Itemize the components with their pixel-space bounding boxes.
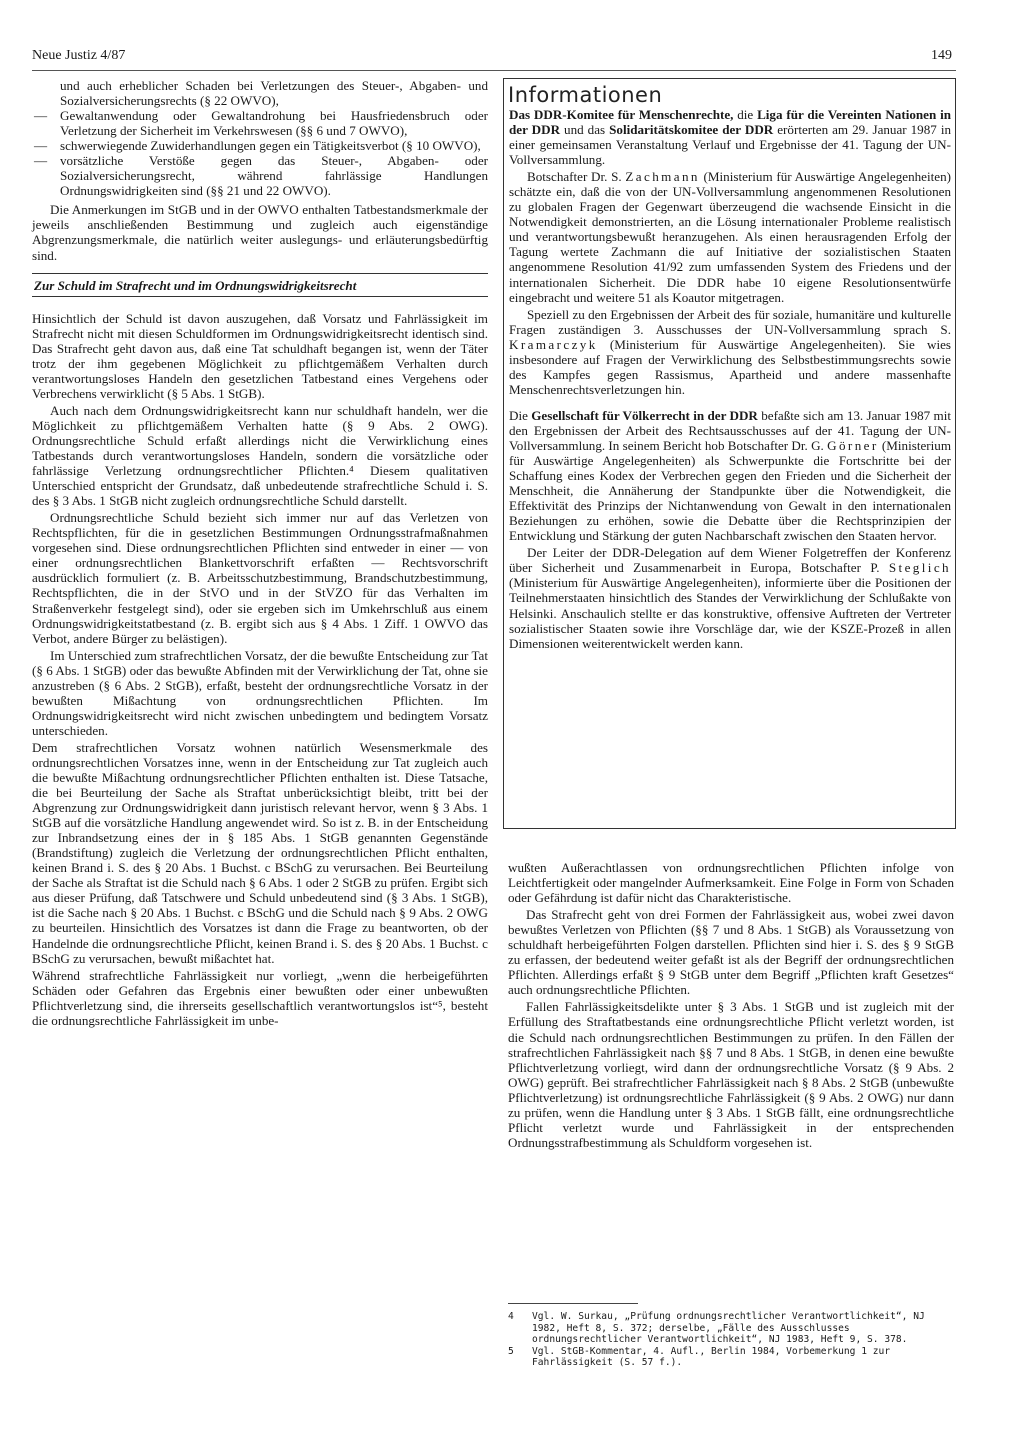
list-item-text: vorsätzliche Verstöße gegen das Steuer-, Abgaben- oder Sozialversicherungsrecht, während fahrlässige Handlungen Ordnungswidrigkeiten sind (§§ 21 und 22 OWVO). (60, 153, 488, 199)
list-item (32, 78, 488, 108)
running-header-journal: Neue Justiz 4/87 (32, 48, 126, 63)
info-paragraph (509, 169, 951, 304)
footnote-text: Vgl. StGB-Kommentar, 4. Aufl., Berlin 1984, Vorbemerkung 1 zur Fahrlässigkeit (S. 57 f.). (532, 1345, 891, 1368)
text-run: befaßte sich am 13. Januar 1987 mit den Ergebnissen der Arbeit des Rechtsausschusses auf der 41. Tagung der UN-Vollversammlung. In seinem Bericht hob Botschafter Dr. G. (509, 407, 952, 453)
section-heading: Zur Schuld im Strafrecht und im Ordnungswidrigkeitsrecht (32, 273, 488, 297)
text-run: und das (560, 122, 610, 138)
informationen-box (503, 78, 956, 829)
text-run: erörterten am 29. Januar 1987 in einer gemeinsamen Veranstaltung Verlauf und Ergebnisse der 41. Tagung der UN-Vollversammlung. (509, 122, 952, 168)
text-run: Die (509, 407, 532, 423)
person-name: Steglich (888, 560, 951, 576)
header-rule (32, 70, 956, 71)
text-run: die (733, 107, 758, 122)
person-name: Görner (827, 437, 879, 453)
body-paragraph: Das Strafrecht geht von drei Formen der Fahrlässigkeit aus, wobei zwei davon bewußtes Verletzen von Pflichten (§§ 7 und 8 Abs. 1 StGB) als Voraussetzung von schuldhaft herbeigeführten Folgen darstellen. Pflichten sind hier i. S. des § 9 StGB zu erfassen, der bedeutend weiter gefaßt ist als der Begriff der ordnungsrechtlichen Pflichten. Allerdings erfaßt § 9 StGB unter dem Begriff „Pflichten kraft Gesetzes“ auch ordnungsrechtliche Pflichten. (508, 907, 954, 998)
footnote-number: 4 (508, 1311, 514, 1322)
body-paragraph: wußten Außerachtlassen von ordnungsrechtlichen Pflichten infolge von Leichtfertigkeit oder mangelnder Aufmerksamkeit. Eine Folge in Form von Schaden oder Gefährdung ist dafür nicht das Charakteristische. (508, 860, 954, 906)
body-paragraph: Ordnungsrechtliche Schuld bezieht sich immer nur auf das Verletzen von Rechtspflichten, für die in gesetzlichen Bestimmungen Ordnungsstrafmaßnahmen vorgesehen sind. Diese ordnungsrechtlichen Pflichten sind entweder in einer — von einer ordnungsrechtlichen Blankettvorschrift erfaßten — Rechtsvorschrift ausdrücklich formuliert (z. B. Arbeitsschutzbestimmung, Brandschutzbestimmung, Rechtspflichten, die in der StVO und in der StVZO für das Verhalten im Straßenverkehr festgelegt sind), oder sie ergeben sich im Umkehrschluß aus einem Ordnungswidrigkeitstatbestand (z. B. ergibt sich aus § 4 Abs. 1 Ziff. 1 OWVO das Verbot, andere Bürger zu belästigen). (32, 510, 488, 646)
footnote-text: Vgl. W. Surkau, „Prüfung ordnungsrechtlicher Verantwortlichkeit“, NJ 1982, Heft 8, S. 372; derselbe, „Fälle des Ausschlusses ordnungsrechtlicher Verantwortlichkeit“, NJ 1983, Heft 9, S. 378. (532, 1311, 925, 1345)
org-name: Solidaritätskomitee der DDR (609, 122, 774, 138)
list-item-text: schwerwiegende Zuwiderhandlungen gegen ein Tätigkeitsverbot (§ 10 OWVO), (60, 138, 481, 154)
info-paragraph (509, 545, 951, 650)
body-paragraph: Hinsichtlich der Schuld ist davon auszugehen, daß Vorsatz und Fahrlässigkeit im Strafrecht nicht mit diesen Schuldformen im Ordnungswidrigkeitsrecht identisch sind. Das Strafrecht geht davon aus, daß eine Tat schuldhaft begangen ist, wenn der Täter trotz der ihm gegebenen Möglichkeit zu pflichtgemäßem Verhalten durch verantwortungsloses Handeln den gesetzlichen Tatbestand eines Vergehens oder Verbrechens verwirklicht (§ 5 Abs. 1 StGB). (32, 310, 488, 401)
info-paragraph (509, 107, 951, 167)
footnote (508, 1346, 954, 1369)
text-run: (Ministerium für Auswärtige Angelegenheiten) als Schwerpunkte die Fortschritte bei der Schaffung eines Kodex der Verbrechen gegen den Frieden und die Sicherheit der Menschheit, die Annäherung der Standpunkte über die Notwendigkeit, die Effektivität des Prinzips der Nichtanwendung von Gewalt in den internationalen Beziehungen zu erhöhen, sowie die Debatte über die Rechtsprinzipien der Entwicklung und Stärkung der guten Nachbarschaft zwischen den Staaten hervor. (509, 437, 952, 544)
text-run: (Ministerium für Auswärtige Angelegenheiten). Sie wies insbesondere auf Fragen der Verwirklichung des Selbstbestimmungsrechts sowie des Kampfes gegen Rassismus, Apartheid und andere massenhafte Menschenrechtsverletzungen hin. (509, 336, 951, 397)
info-paragraph (509, 408, 951, 543)
dash-bullet: — (34, 108, 48, 124)
list-item-text: und auch erheblicher Schaden bei Verletzungen des Steuer-, Abgaben- und Sozialversicherungsrechts (§ 22 OWVO), (60, 78, 488, 109)
box-title: Informationen (508, 83, 663, 107)
list-item (32, 138, 488, 153)
right-lower-column (508, 860, 954, 1152)
dash-bullet: — (34, 138, 48, 154)
body-paragraph: Während strafrechtliche Fahrlässigkeit nur vorliegt, „wenn die herbeigeführten Schäden oder Gefahren das Ergebnis einer bewußten oder einer unbewußten Pflichtverletzung sind, die ihrerseits gesellschaftlich verantwortungslos ist“⁵, besteht die ordnungsrechtliche Fahrlässigkeit im unbe- (32, 967, 488, 1028)
body-paragraph: Auch nach dem Ordnungswidrigkeitsrecht kann nur schuldhaft handeln, wer die Möglichkeit zu pflichtgemäßem Verhalten hatte (§ 9 Abs. 2 OWG). Ordnungsrechtliche Schuld erfaßt allerdings nicht die Verwirklichung eines Tatbestands durch verantwortungsloses Handeln, sondern die vorsätzliche oder fahrlässige Verletzung ordnungsrechtlicher Pflichten.⁴ Diesem qualitativen Unterschied entspricht der Grundsatz, daß unbedeutende strafrechtliche Schuld i. S. des § 3 Abs. 1 StGB nicht zugleich ordnungsrechtliche Schuld darstellt. (32, 402, 488, 509)
info-box-content (509, 107, 951, 653)
left-column (32, 78, 488, 1030)
text-run: (Ministerium für Auswärtige Angelegenheiten), informierte über die Positionen der Teilnehmerstaaten hinsichtlich des Standes der Verwirklichung der Schlußakte von Helsinki. Anschaulich stellte er das konstruktive, offensive Auftreten der Vertreter sozialistischer Staaten sowie ihre Vorschläge dar, wie der KSZE-Prozeß in allen Dimensionen weiterentwickelt werden kann. (509, 575, 951, 651)
org-name: Das DDR-Komitee für Menschenrechte, (509, 107, 734, 122)
footnote-rule (508, 1303, 638, 1304)
list-item-text: Gewaltanwendung oder Gewaltandrohung bei Hausfriedensbruch oder Verletzung der Sicherheit im Verkehrswesen (§§ 6 und 7 OWVO), (60, 108, 488, 139)
body-paragraph: Fallen Fahrlässigkeitsdelikte unter § 3 Abs. 1 StGB und ist zugleich mit der Erfüllung des Straftatbestands eine ordnungsrechtliche Pflicht verletzt worden, ist die Schuld nach ordnungsrechtlichen Bestimmungen zu prüfen. In den Fällen der strafrechtlichen Fahrlässigkeit nach §§ 7 und 8 Abs. 1 StGB, in denen eine bewußte Pflichtverletzung vorliegt, wird dann der ordnungsrechtliche Vorsatz (§ 9 Abs. 2 OWG) geprüft. Bei strafrechtlicher Fahrlässigkeit nach § 8 Abs. 2 StGB (unbewußte Pflichtverletzung) ist ordnungsrechtliche Fahrlässigkeit (§ 9 Abs. 2 OWG) nur dann zu prüfen, wenn die Handlung unter § 3 Abs. 1 StGB fällt, eine ordnungsrechtliche Pflicht verletzt wurde und Fahrlässigkeit in der entsprechenden Ordnungsstrafbestimmung als Schuldform vorgesehen ist. (508, 999, 954, 1150)
text-run: Der Leiter der DDR-Delegation auf dem Wiener Folgetreffen der Konferenz über Sicherheit und Zusammenarbeit in Europa, Botschafter P. (509, 545, 951, 576)
footnote-number: 5 (508, 1345, 514, 1357)
person-name: Zachmann (625, 169, 700, 185)
violation-list (32, 78, 488, 198)
page-number: 149 (931, 48, 952, 63)
body-paragraph: Im Unterschied zum strafrechtlichen Vorsatz, der die bewußte Entscheidung zur Tat (§ 6 Abs. 1 StGB) oder das bewußte Abfinden mit der Verwirklichung der Tat, ohne sie anzustreben (§ 6 Abs. 2 StGB), erfaßt, besteht der ordnungsrechtliche Vorsatz in der bewußten Mißachtung von ordnungsrechtlichen Pflichten. Im Ordnungswidrigkeitsrecht wird nicht zwischen unbedingtem und bedingtem Vorsatz unterschieden. (32, 647, 488, 738)
text-run: (Ministerium für Auswärtige Angelegenheiten) schätzte ein, daß die von der UN-Vollversammlung angenommenen Resolutionen zu globalen Fragen der Gegenwart überzeugend die wachsende Einsicht in die Notwendigkeit demonstrierten, an die Lösung internationaler Probleme realistisch und verantwortungsbewußt heranzugehen. Als einen herausragenden Erfolg der Tagung wertete Zachmann die auf Initiative der sozialistischen Staaten angenommene Resolution 41/92 zum umfassenden System des Friedens und der internationalen Sicherheit. Die DDR habe 10 eigene Resolutionsentwürfe eingebracht und weitere 51 als Koautor mitgetragen. (509, 169, 951, 305)
text-run: Speziell zu den Ergebnissen der Arbeit des für soziale, humanitäre und kulturelle Fragen zuständigen 3. Ausschusses der UN-Vollversammlung sprach S. (509, 306, 951, 337)
list-item (32, 153, 488, 198)
text-run: Botschafter Dr. S. (527, 169, 626, 185)
footnote (508, 1311, 954, 1346)
paragraph-anmerkungen: Die Anmerkungen im StGB und in der OWVO enthalten Tatbestandsmerkmale der jeweils anschließenden Bestimmung und zugleich auch eigenständige Abgrenzungsmerkmale, die natürlich weiter auslegungs- und erläuterungsbedürftig sind. (32, 202, 488, 263)
body-paragraph: Dem strafrechtlichen Vorsatz wohnen natürlich Wesensmerkmale des ordnungsrechtlichen Vorsatzes inne, wenn in der Entscheidung zur Tat zugleich auch die bewußte Mißachtung ordnungsrechtlicher Pflichten enthalten ist. Diese Tatsache, die bei Beurteilung der Sache als Straftat unberücksichtigt bleibt, tritt bei der Abgrenzung zur Ordnungswidrigkeit dann juristisch relevant hervor, wenn § 3 Abs. 1 StGB auf die vorsätzliche Handlung angewendet wird. So ist z. B. in der Entscheidung zur Inbrandsetzung eines der in § 185 Abs. 1 StGB genannten Gegenstände (Brandstiftung) zugleich die Verletzung der ordnungsrechtlichen Pflicht enthalten, keinen Brand i. S. des § 20 Abs. 1 Buchst. c BSchG zu verursachen. Bei Beurteilung der Sache als Straftat ist die Schuld nach § 6 Abs. 1 oder 2 StGB zu prüfen. Ergibt sich aus dieser Prüfung, daß Tatschwere und Schuld unbedeutend sind (§ 3 Abs. 1 StGB), ist die Sache nach § 20 Abs. 1 Buchst. c BSchG und die Schuld nach § 9 Abs. 2 OWG zu beurteilen. Hinsichtlich des Vorsatzes ist dann die Frage zu beantworten, ob der Handelnde die ordnungsrechtliche Pflicht, keinen Brand i. S. des § 20 Abs. 1 Buchst. c BSchG zu verursachen, bewußt mißachtet hat. (32, 739, 488, 966)
person-name: Kramarczyk (509, 336, 598, 352)
org-name: Gesellschaft für Völkerrecht in der DDR (531, 407, 758, 423)
list-item (32, 108, 488, 138)
dash-bullet: — (34, 153, 48, 169)
footnotes (508, 1311, 954, 1369)
org-name: Liga für die Vereinten Nationen in der DDR (509, 107, 951, 138)
info-paragraph (509, 307, 951, 397)
